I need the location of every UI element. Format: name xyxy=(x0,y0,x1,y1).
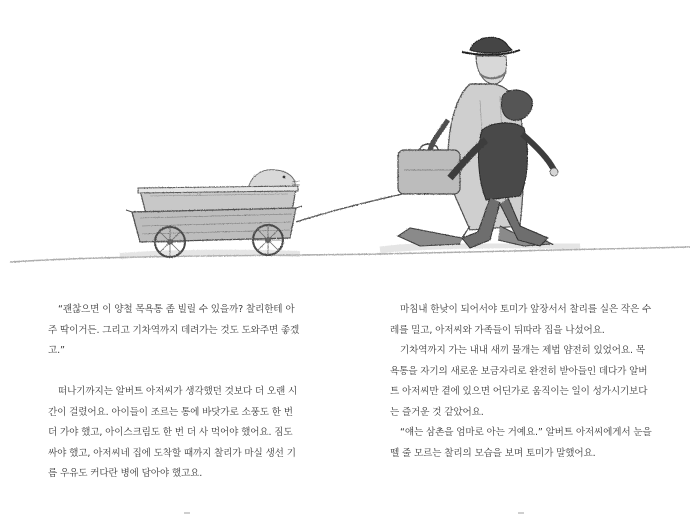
paragraph-4: 기차역까지 가는 내내 새끼 물개는 제법 얌전히 있었어요. 목욕통을 자기의 새로운 보금자리로 완전히 받아들인 데다가 알버트 아저씨만 곁에 있으면 어딘가로 움직이는 일이 성가시기보다는 즐거운 것 같았어요. xyxy=(390,345,648,418)
paragraph-3: 마침내 한낮이 되어서야 토미가 앞장서서 찰리를 실은 작은 수레를 밀고, 아저씨와 가족들이 뒤따라 집을 나섰어요. xyxy=(390,304,652,336)
suitcase xyxy=(398,144,460,194)
page-mark-left xyxy=(184,512,190,514)
page-mark-right xyxy=(518,512,524,514)
wagon-wheel-left xyxy=(155,227,185,257)
text-column-left xyxy=(48,300,300,485)
wagon-wheel-right xyxy=(253,225,283,255)
paragraph-2: 떠나기까지는 알버트 아저씨가 생각했던 것보다 더 오랜 시간이 걸렸어요. 아이들이 조르는 통에 바닷가로 소풍도 한 번 더 가야 했고, 아이스크림도 한 번 더 사 먹어야 했어요. 짐도 싸야 했고, 아저씨네 집에 도착할 때까지 찰리가 마실 생선 기름 우유도 커다란 병에 담아야 했고요. xyxy=(48,386,298,479)
paragraph-1: “괜찮으면 이 양철 목욕통 좀 빌릴 수 있을까? 찰리한테 아주 딱이거든. 그리고 기차역까지 데려가는 것도 도와주면 좋겠고.” xyxy=(48,304,300,356)
text-column-right xyxy=(390,300,652,464)
paragraph-5: “얘는 삼촌을 엄마로 아는 거예요.” 알버트 아저씨에게서 눈을 뗄 줄 모르는 찰리의 모습을 보며 토미가 말했어요. xyxy=(390,427,652,459)
ground-shadow xyxy=(10,245,690,262)
